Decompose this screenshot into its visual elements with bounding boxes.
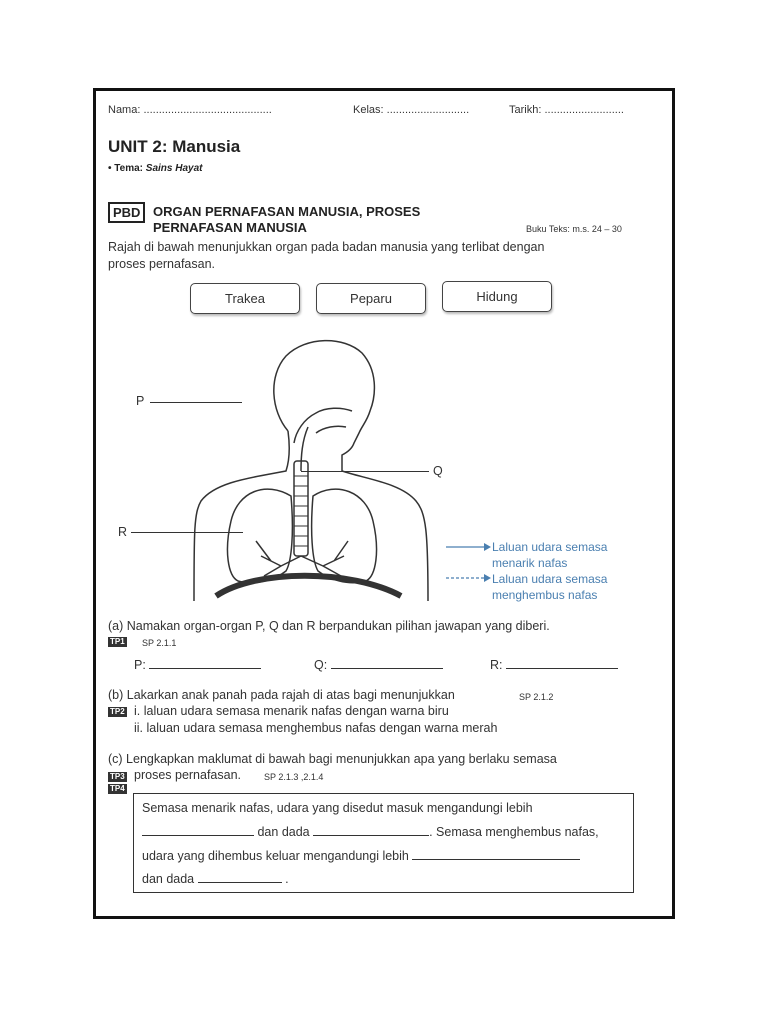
choice-peparu: Peparu bbox=[316, 283, 426, 314]
blank-2[interactable] bbox=[313, 835, 429, 836]
tema-line bbox=[108, 163, 202, 174]
book-reference: Buku Teks: m.s. 24 – 30 bbox=[526, 224, 622, 234]
mouth bbox=[316, 426, 346, 433]
legend-inhale-2: menarik nafas bbox=[492, 556, 568, 570]
legend-arrows bbox=[444, 539, 492, 584]
label-r: R bbox=[118, 525, 128, 539]
tp1-badge: TP1 bbox=[110, 637, 125, 646]
fill-line-2 bbox=[142, 825, 599, 839]
lung-left bbox=[227, 489, 292, 583]
blank-3[interactable] bbox=[412, 859, 580, 860]
pointer-p bbox=[150, 402, 242, 403]
nama-field[interactable] bbox=[108, 104, 272, 116]
pointer-r bbox=[131, 532, 243, 533]
question-b: (b) Lakarkan anak panah pada rajah di atas bagi menunjukkan bbox=[108, 688, 455, 702]
intro-line-1: Rajah di bawah menunjukkan organ pada badan manusia yang terlibat dengan bbox=[108, 240, 545, 254]
lung-right bbox=[312, 489, 377, 583]
sp-b: SP 2.1.2 bbox=[519, 692, 554, 702]
nasal-passage bbox=[294, 408, 352, 443]
unit-title: UNIT 2: Manusia bbox=[108, 137, 241, 156]
nama-dots: .......................................... bbox=[143, 104, 272, 116]
pbd-badge: PBD bbox=[108, 202, 145, 223]
tarikh-field[interactable] bbox=[509, 104, 624, 116]
choice-hidung: Hidung bbox=[442, 281, 552, 312]
tp4-badge: TP4 bbox=[110, 784, 125, 793]
answer-p-label: P: bbox=[134, 658, 146, 672]
question-a: (a) Namakan organ-organ P, Q dan R berpandukan pilihan jawapan yang diberi. bbox=[108, 619, 550, 633]
legend-exhale-2: menghembus nafas bbox=[492, 588, 598, 602]
trachea bbox=[294, 461, 308, 556]
fill-text-4a: dan dada bbox=[142, 872, 195, 886]
pointer-q bbox=[301, 471, 429, 472]
fill-text-2a: dan dada bbox=[257, 825, 310, 839]
answer-p-line[interactable] bbox=[149, 668, 261, 669]
legend-inhale-1: Laluan udara semasa bbox=[492, 540, 608, 554]
legend-exhale-1: Laluan udara semasa bbox=[492, 572, 608, 586]
kelas-label: Kelas: bbox=[353, 104, 384, 116]
label-q: Q bbox=[433, 464, 443, 478]
tarikh-dots: .......................... bbox=[544, 104, 624, 116]
tp2-badge: TP2 bbox=[110, 707, 125, 716]
answer-r[interactable] bbox=[490, 658, 618, 672]
fill-text-2b: . Semasa menghembus nafas, bbox=[429, 825, 599, 839]
tema-label: • Tema: bbox=[108, 163, 143, 174]
kelas-field[interactable] bbox=[353, 104, 469, 116]
tp3-badge: TP3 bbox=[110, 772, 125, 781]
question-c-line-2: proses pernafasan. bbox=[134, 768, 242, 782]
blank-4[interactable] bbox=[198, 882, 282, 883]
tarikh-label: Tarikh: bbox=[509, 104, 542, 116]
question-b-item-1: i. laluan udara semasa menarik nafas dengan warna biru bbox=[134, 704, 449, 718]
fill-text-4b: . bbox=[285, 872, 289, 886]
diaphragm bbox=[216, 576, 401, 596]
blank-1[interactable] bbox=[142, 835, 254, 836]
throat bbox=[301, 427, 308, 471]
answer-r-line[interactable] bbox=[506, 668, 618, 669]
question-b-item-2: ii. laluan udara semasa menghembus nafas dengan warna merah bbox=[134, 721, 498, 735]
label-p: P bbox=[136, 394, 145, 408]
section-title-2: PERNAFASAN MANUSIA bbox=[153, 220, 307, 235]
fill-line-3 bbox=[142, 849, 580, 863]
tema-value: Sains Hayat bbox=[145, 163, 203, 174]
question-c-line-1: (c) Lengkapkan maklumat di bawah bagi menunjukkan apa yang berlaku semasa bbox=[108, 752, 557, 766]
answer-r-label: R: bbox=[490, 658, 503, 672]
answer-q-line[interactable] bbox=[331, 668, 443, 669]
respiratory-system-diagram bbox=[176, 331, 476, 606]
sp-c: SP 2.1.3 ,2.1.4 bbox=[264, 772, 324, 782]
section-title-1: ORGAN PERNAFASAN MANUSIA, PROSES bbox=[153, 204, 421, 219]
answer-q-label: Q: bbox=[314, 658, 328, 672]
choice-trakea: Trakea bbox=[190, 283, 300, 314]
sp-a: SP 2.1.1 bbox=[142, 638, 177, 648]
nama-label: Nama: bbox=[108, 104, 141, 116]
kelas-dots: ........................... bbox=[386, 104, 470, 116]
answer-q[interactable] bbox=[314, 658, 443, 672]
fill-line-4 bbox=[142, 872, 289, 886]
worksheet-page bbox=[93, 88, 675, 919]
answer-p[interactable] bbox=[134, 658, 261, 672]
fill-line-1: Semasa menarik nafas, udara yang disedut masuk mengandungi lebih bbox=[142, 801, 533, 815]
intro-line-2: proses pernafasan. bbox=[108, 257, 216, 271]
fill-text-3: udara yang dihembus keluar mengandungi lebih bbox=[142, 849, 409, 863]
